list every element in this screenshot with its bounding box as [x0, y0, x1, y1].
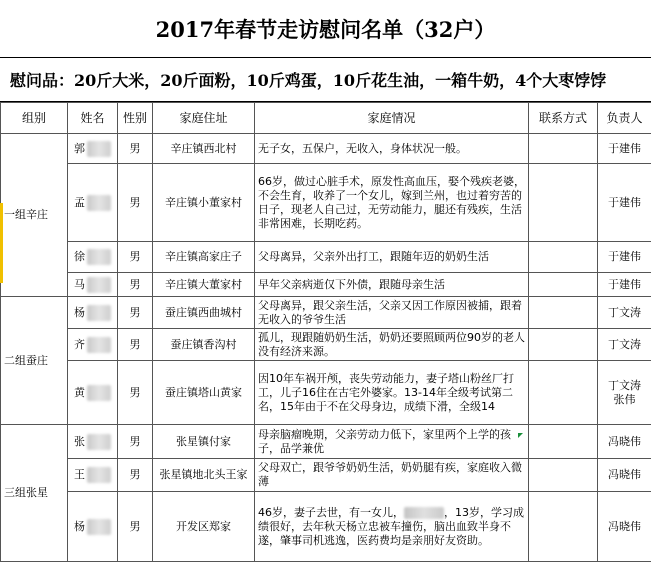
person-cell: 冯晓伟 [598, 459, 651, 492]
header-address: 家庭住址 [153, 103, 255, 134]
name-cell: 齐 [68, 329, 118, 361]
gift-list: 慰问品：20斤大米，20斤面粉，10斤鸡蛋，10斤花生油，一箱牛奶，4个大枣饽饽 [0, 57, 651, 102]
gender-cell: 男 [118, 164, 153, 242]
table-header-row [1, 103, 651, 134]
address-cell: 开发区郑家 [153, 492, 255, 562]
group-cell-2: 二组蚕庄 [1, 297, 68, 425]
redacted-mark [87, 141, 111, 157]
person-cell: 丁文涛 张伟 [598, 361, 651, 425]
person-cell: 丁文涛 [598, 329, 651, 361]
header-group: 组别 [1, 103, 68, 134]
group-cell-3: 三组张星 [1, 425, 68, 562]
header-person: 负责人 [598, 103, 651, 134]
table-row[interactable] [1, 459, 651, 492]
page-title: 2017年春节走访慰问名单（32户） [0, 0, 651, 58]
name-cell: 孟 [68, 164, 118, 242]
table-row[interactable] [1, 242, 651, 273]
header-name: 姓名 [68, 103, 118, 134]
address-cell: 蚕庄镇西曲城村 [153, 297, 255, 329]
address-cell: 辛庄镇小董家村 [153, 164, 255, 242]
contact-cell [529, 164, 598, 242]
table-row[interactable] [1, 297, 651, 329]
gender-cell: 男 [118, 361, 153, 425]
gender-cell: 男 [118, 329, 153, 361]
person-cell: 于建伟 [598, 134, 651, 164]
header-situation: 家庭情况 [255, 103, 529, 134]
situation-cell: 父母离异，跟父亲生活，父亲又因工作原因被捕，跟着无收入的爷爷生活 [255, 297, 529, 329]
contact-cell [529, 459, 598, 492]
contact-cell [529, 273, 598, 297]
gender-cell: 男 [118, 425, 153, 459]
contact-cell [529, 134, 598, 164]
name-cell: 杨 [68, 297, 118, 329]
redacted-mark [87, 467, 111, 483]
gender-cell: 男 [118, 273, 153, 297]
table-row[interactable] [1, 329, 651, 361]
redacted-mark [87, 385, 111, 401]
gender-cell: 男 [118, 134, 153, 164]
address-cell: 张星镇付家 [153, 425, 255, 459]
name-cell: 杨 [68, 492, 118, 562]
gender-cell: 男 [118, 297, 153, 329]
address-cell: 辛庄镇西北村 [153, 134, 255, 164]
situation-cell: 早年父亲病逝仅下外债，跟随母亲生活 [255, 273, 529, 297]
header-gender: 性别 [118, 103, 153, 134]
redacted-mark [87, 434, 111, 450]
address-cell: 蚕庄镇香沟村 [153, 329, 255, 361]
name-cell: 张 [68, 425, 118, 459]
contact-cell [529, 361, 598, 425]
header-contact: 联系方式 [529, 103, 598, 134]
name-cell: 黄 [68, 361, 118, 425]
gender-cell: 男 [118, 459, 153, 492]
person-cell: 于建伟 [598, 164, 651, 242]
name-cell: 王 [68, 459, 118, 492]
name-cell: 马 [68, 273, 118, 297]
redacted-mark [87, 519, 111, 535]
redacted-mark [404, 507, 444, 519]
situation-cell: 66岁，做过心脏手术，原发性高血压，娶个残疾老婆，不会生育，收养了一个女儿，嫁到兰州，也过着穷苦的日子，现老人自己过，无劳动能力，腿还有残疾，生活非常困难，长期吃药。 [255, 164, 529, 242]
table-row[interactable] [1, 425, 651, 459]
comment-indicator-icon [518, 433, 523, 438]
contact-cell [529, 425, 598, 459]
situation-cell: 父母双亡，跟爷爷奶奶生活，奶奶腿有疾，家庭收入微薄 [255, 459, 529, 492]
person-cell: 丁文涛 [598, 297, 651, 329]
redacted-mark [87, 249, 111, 265]
person-cell: 冯晓伟 [598, 425, 651, 459]
contact-cell [529, 329, 598, 361]
situation-cell: 孤儿，现跟随奶奶生活，奶奶还要照顾两位90岁的老人没有经济来源。 [255, 329, 529, 361]
gender-cell: 男 [118, 492, 153, 562]
situation-cell: 46岁，妻子去世，有一女儿， ，13岁，学习成绩很好，去年秋天杨立忠被车撞伤，脑出血致半身不遂，肇事司机逃逸，医药费均是亲朋好友资助。 [255, 492, 529, 562]
situation-cell: 父母离异，父亲外出打工，跟随年迈的奶奶生活 [255, 242, 529, 273]
address-cell: 张星镇地北头王家 [153, 459, 255, 492]
situation-cell: 母亲脑瘤晚期，父亲劳动力低下，家里两个上学的孩子，品学兼优 [255, 425, 529, 459]
person-cell: 于建伟 [598, 273, 651, 297]
group-cell-1: 一组辛庄 [1, 134, 68, 297]
name-cell: 徐 [68, 242, 118, 273]
redacted-mark [87, 277, 111, 293]
person-cell: 冯晓伟 [598, 492, 651, 562]
redacted-mark [87, 337, 111, 353]
contact-cell [529, 242, 598, 273]
table-row[interactable] [1, 361, 651, 425]
address-cell: 辛庄镇高家庄子 [153, 242, 255, 273]
gender-cell: 男 [118, 242, 153, 273]
row-selection-marker [0, 203, 3, 283]
visit-table [0, 102, 651, 562]
person-cell: 于建伟 [598, 242, 651, 273]
situation-cell: 无子女，五保户，无收入，身体状况一般。 [255, 134, 529, 164]
contact-cell [529, 492, 598, 562]
table-row[interactable] [1, 164, 651, 242]
redacted-mark [87, 195, 111, 211]
address-cell: 蚕庄镇塔山黄家 [153, 361, 255, 425]
address-cell: 辛庄镇大董家村 [153, 273, 255, 297]
table-row[interactable] [1, 492, 651, 562]
name-cell: 郭 [68, 134, 118, 164]
situation-cell: 因10年车祸开颅，丧失劳动能力，妻子塔山粉丝厂打工，儿子16住在古宅外婆家。13-14年全级考试第二名，15年由于不在父母身边，成绩下滑，全级14 [255, 361, 529, 425]
table-row[interactable] [1, 134, 651, 164]
table-row[interactable] [1, 273, 651, 297]
contact-cell [529, 297, 598, 329]
redacted-mark [87, 305, 111, 321]
